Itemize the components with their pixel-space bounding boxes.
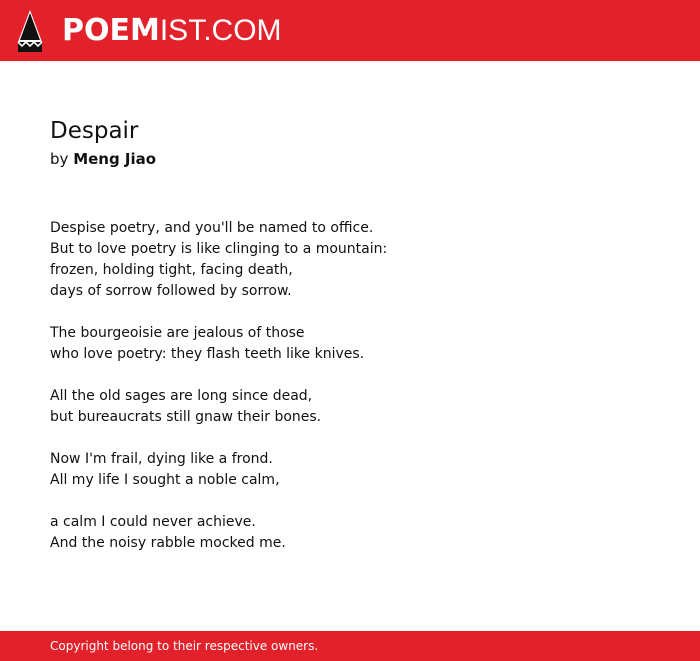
logo-text-bold: POEM	[62, 13, 160, 48]
poem-title: Despair	[50, 118, 139, 144]
site-header	[0, 0, 700, 61]
copyright-notice: Copyright belong to their respective owners.	[50, 639, 319, 653]
poem-stanza-2	[50, 323, 650, 365]
poem-stanza-5	[50, 512, 650, 554]
poem-line: but bureaucrats still gnaw their bones.	[50, 409, 322, 425]
by-label: by	[50, 150, 69, 168]
poem-stanza-1	[50, 218, 650, 302]
poem-line: But to love poetry is like clinging to a mountain:	[50, 241, 388, 257]
poem-line: a calm I could never achieve.	[50, 514, 256, 530]
poem-line: Despise poetry, and you'll be named to office.	[50, 220, 374, 236]
poem-body	[50, 218, 650, 575]
poem-author: Meng Jiao	[73, 150, 157, 168]
poem-line: days of sorrow followed by sorrow.	[50, 283, 292, 299]
poem-line: All the old sages are long since dead,	[50, 388, 313, 404]
poem-line: frozen, holding tight, facing death,	[50, 262, 293, 278]
poem-stanza-3	[50, 386, 650, 428]
poem-line: And the noisy rabble mocked me.	[50, 535, 286, 551]
site-footer	[0, 631, 700, 661]
poem-line: who love poetry: they flash teeth like knives.	[50, 346, 365, 362]
poem-line: Now I'm frail, dying like a frond.	[50, 451, 273, 467]
logo-text-light: IST.COM	[159, 14, 282, 47]
poem-line: All my life I sought a noble calm,	[50, 472, 280, 488]
pencil-logo-icon[interactable]	[17, 10, 43, 52]
poem-stanza-4	[50, 449, 650, 491]
site-logo[interactable]	[62, 12, 282, 50]
poem-line: The bourgeoisie are jealous of those	[50, 325, 305, 341]
poem-byline	[50, 148, 156, 170]
